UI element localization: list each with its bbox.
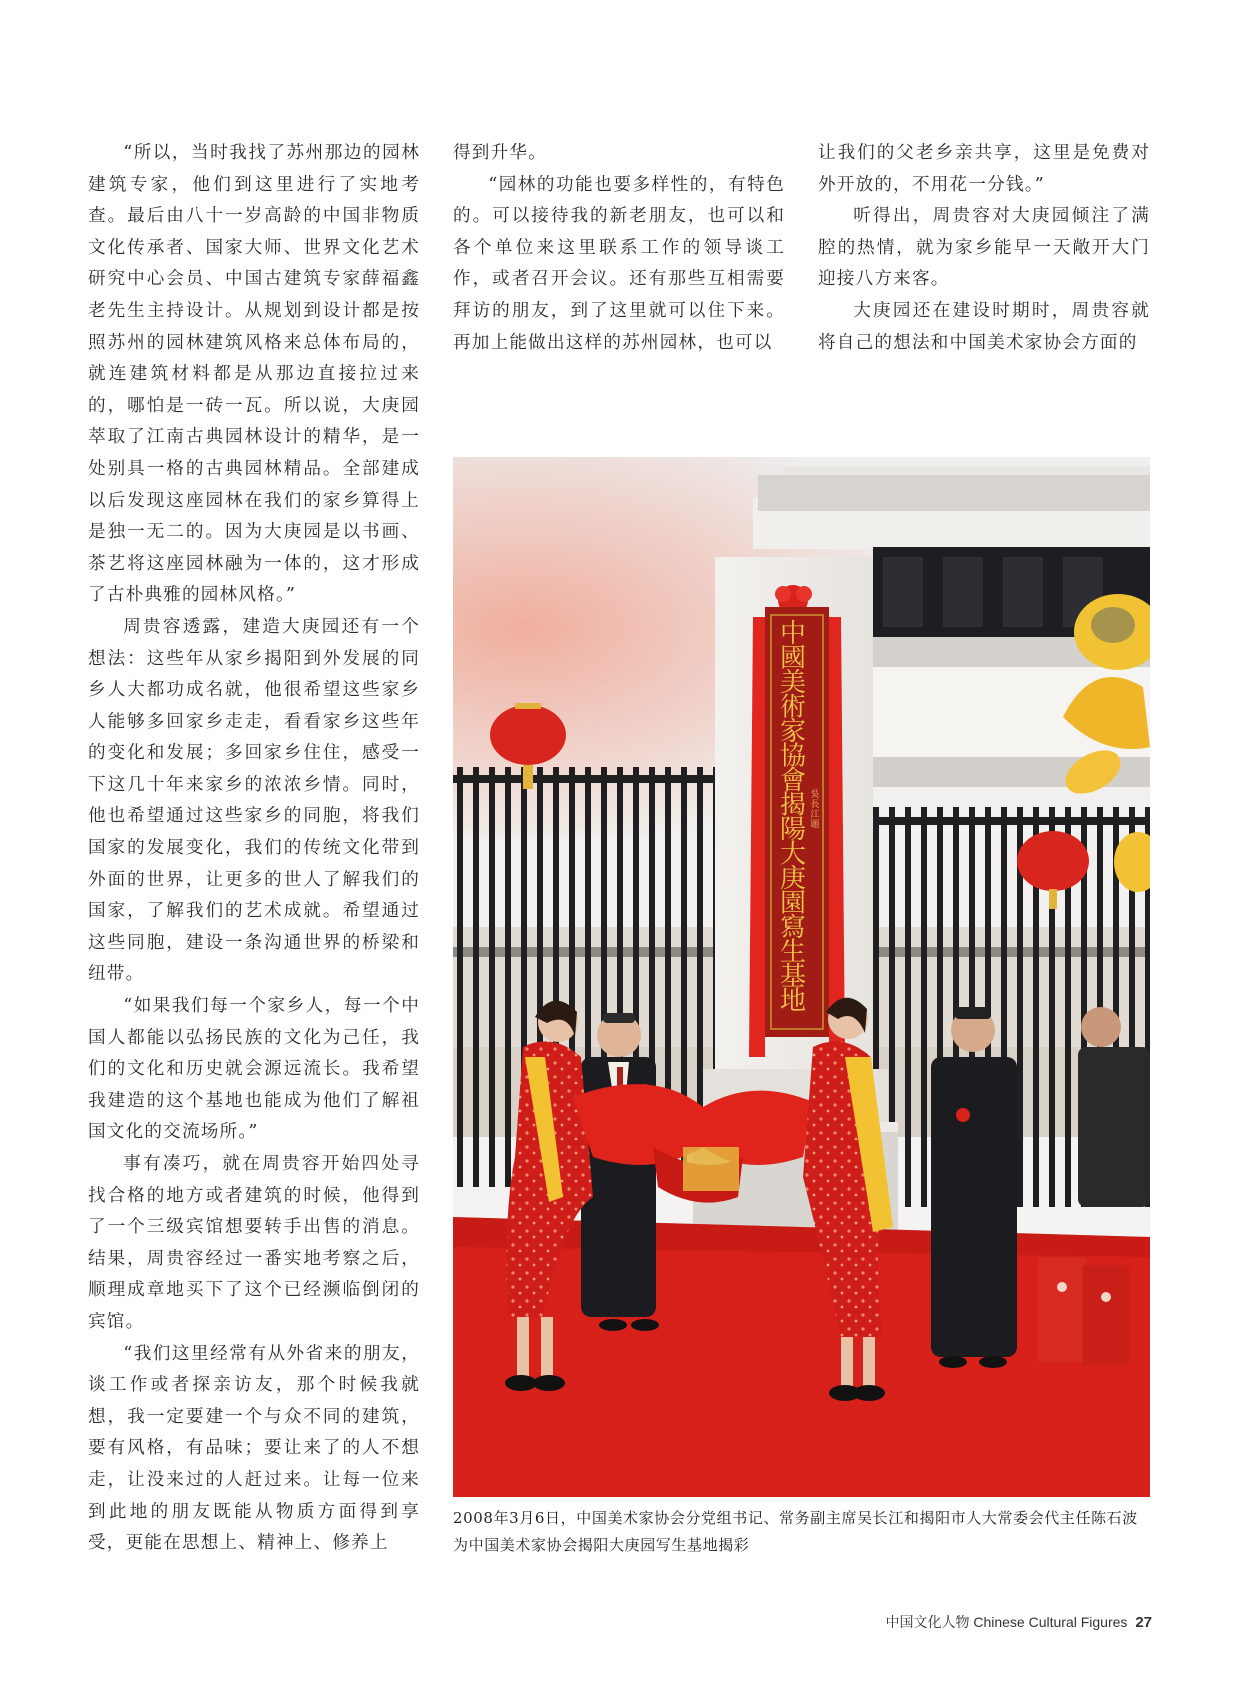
plaque-inscription: 中國美術家協會揭陽大庚園寫生基地 [779, 619, 807, 1017]
article-paragraph: 事有凑巧，就在周贵容开始四处寻找合格的地方或者建筑的时候，他得到了一个三级宾馆想要转手出售的消息。结果，周贵容经过一番实地考察之后，顺理成章地买下了这个已经濒临倒闭的宾馆。 [88, 1154, 420, 1332]
page-number: 27 [1135, 1614, 1152, 1631]
article-paragraph: “我们这里经常有从外省来的朋友，谈工作或者探亲访友，那个时候我就想，我一定要建一个与众不同的建筑，要有风格，有品味；要让来了的人不想走，让没来过的人赶过来。让每一位来到此地的朋友既能从物质方面得到享受，更能在思想上、精神上、修养上 [88, 1343, 420, 1554]
page-footer [885, 1612, 1152, 1632]
article-paragraph: 大庚园还在建设时期时，周贵容就将自己的想法和中国美术家协会方面的 [818, 300, 1150, 353]
article-paragraph: 听得出，周贵容对大庚园倾注了满腔的热情，就为家乡能早一天敞开大门迎接八方来客。 [818, 206, 1150, 290]
article-paragraph: 得到升华。 [453, 143, 547, 163]
article-column-3 [818, 138, 1150, 359]
article-paragraph: 周贵容透露，建造大庚园还有一个想法：这些年从家乡揭阳到外发展的同乡人大都功成名就，他很希望这些家乡人能够多回家乡走走，看看家乡这些年的变化和发展；多回家乡住住，感受一下这几十年来家乡的浓浓乡情。同时，他也希望通过这些家乡的同胞，将我们国家的发展变化，我们的传统文化带到外面的世界，让更多的世人了解我们的国家，了解我们的艺术成就。希望通过这些同胞，建设一条沟通世界的桥梁和纽带。 [88, 616, 420, 985]
article-paragraph: 让我们的父老乡亲共享，这里是免费对外开放的，不用花一分钱。” [818, 143, 1150, 195]
article-column-1 [88, 138, 420, 1560]
article-column-2 [453, 138, 785, 359]
article-paragraph: “园林的功能也要多样性的，有特色的。可以接待我的新老朋友，也可以和各个单位来这里联系工作的领导谈工作，或者召开会议。还有那些互相需要拜访的朋友，到了这里就可以住下来。再加上能做出这样的苏州园林，也可以 [453, 174, 785, 353]
photo-caption: 2008年3月6日，中国美术家协会分党组书记、常务副主席吴长江和揭阳市人大常委会代主任陈石波为中国美术家协会揭阳大庚园写生基地揭彩 [453, 1509, 1138, 1554]
plaque-signature: 吳長江題 [810, 790, 820, 830]
article-paragraph: “所以，当时我找了苏州那边的园林建筑专家，他们到这里进行了实地考查。最后由八十一岁高龄的中国非物质文化传承者、国家大师、世界文化艺术研究中心会员、中国古建筑专家薛福鑫老先生主持设计。从规划到设计都是按照苏州的园林建筑风格来总体布局的，就连建筑材料都是从那边直接拉过来的，哪怕是一砖一瓦。所以说，大庚园萃取了江南古典园林设计的精华，是一处别具一格的古典园林精品。全部建成以后发现这座园林在我们的家乡算得上是独一无二的。因为大庚园是以书画、茶艺将这座园林融为一体的，这才形成了古朴典雅的园林风格。” [88, 143, 420, 606]
article-paragraph: “如果我们每一个家乡人，每一个中国人都能以弘扬民族的文化为己任，我们的文化和历史就会源远流长。我希望我建造的这个基地也能成为他们了解祖国文化的交流场所。” [88, 996, 420, 1143]
magazine-name: 中国文化人物 Chinese Cultural Figures [885, 1614, 1128, 1630]
unveiling-photo [453, 457, 1150, 1497]
